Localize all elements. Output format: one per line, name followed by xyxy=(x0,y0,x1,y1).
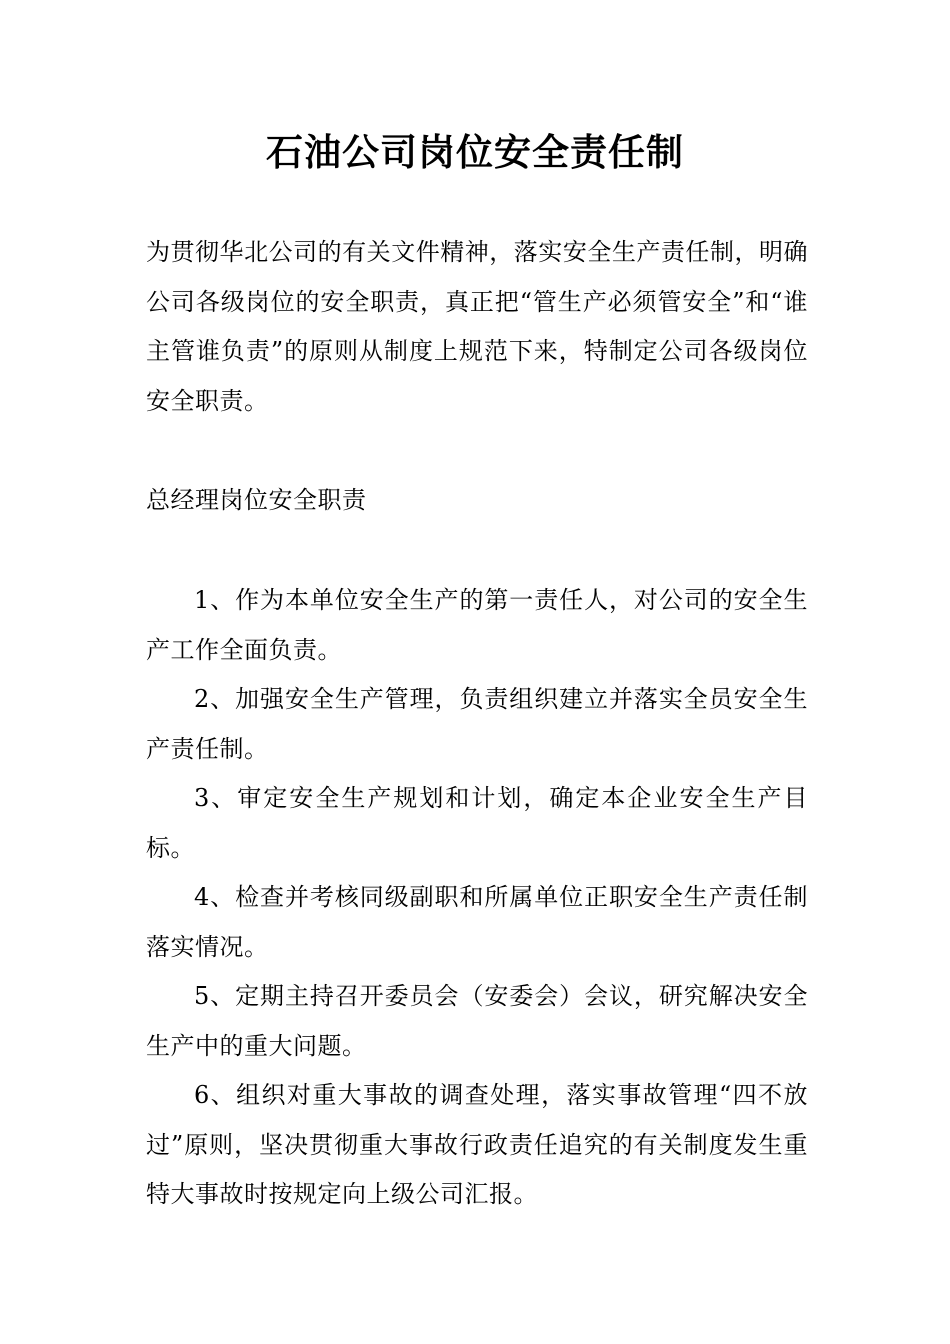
document-title: 石油公司岗位安全责任制 xyxy=(266,130,684,174)
duty-item: 4、检查并考核同级副职和所属单位正职安全生产责任制落实情况。 xyxy=(146,883,808,961)
duty-item: 3、审定安全生产规划和计划，确定本企业安全生产目标。 xyxy=(146,784,808,862)
duty-item: 5、定期主持召开委员会（安委会）会议，研究解决安全生产中的重大问题。 xyxy=(146,982,808,1060)
duty-item: 6、组织对重大事故的调查处理，落实事故管理“四不放过”原则，坚决贯彻重大事故行政责任追究的有关制度发生重特大事故时按规定向上级公司汇报。 xyxy=(146,1081,808,1208)
intro-paragraph: 为贯彻华北公司的有关文件精神，落实安全生产责任制，明确公司各级岗位的安全职责，真正把“管生产必须管安全”和“谁主管谁负责”的原则从制度上规范下来，特制定公司各级岗位安全职责。 xyxy=(146,238,808,415)
duty-item: 2、加强安全生产管理，负责组织建立并落实全员安全生产责任制。 xyxy=(146,685,808,763)
section-heading: 总经理岗位安全职责 xyxy=(146,486,367,514)
duty-item: 1、作为本单位安全生产的第一责任人，对公司的安全生产工作全面负责。 xyxy=(146,586,808,664)
duty-list xyxy=(146,576,808,1220)
